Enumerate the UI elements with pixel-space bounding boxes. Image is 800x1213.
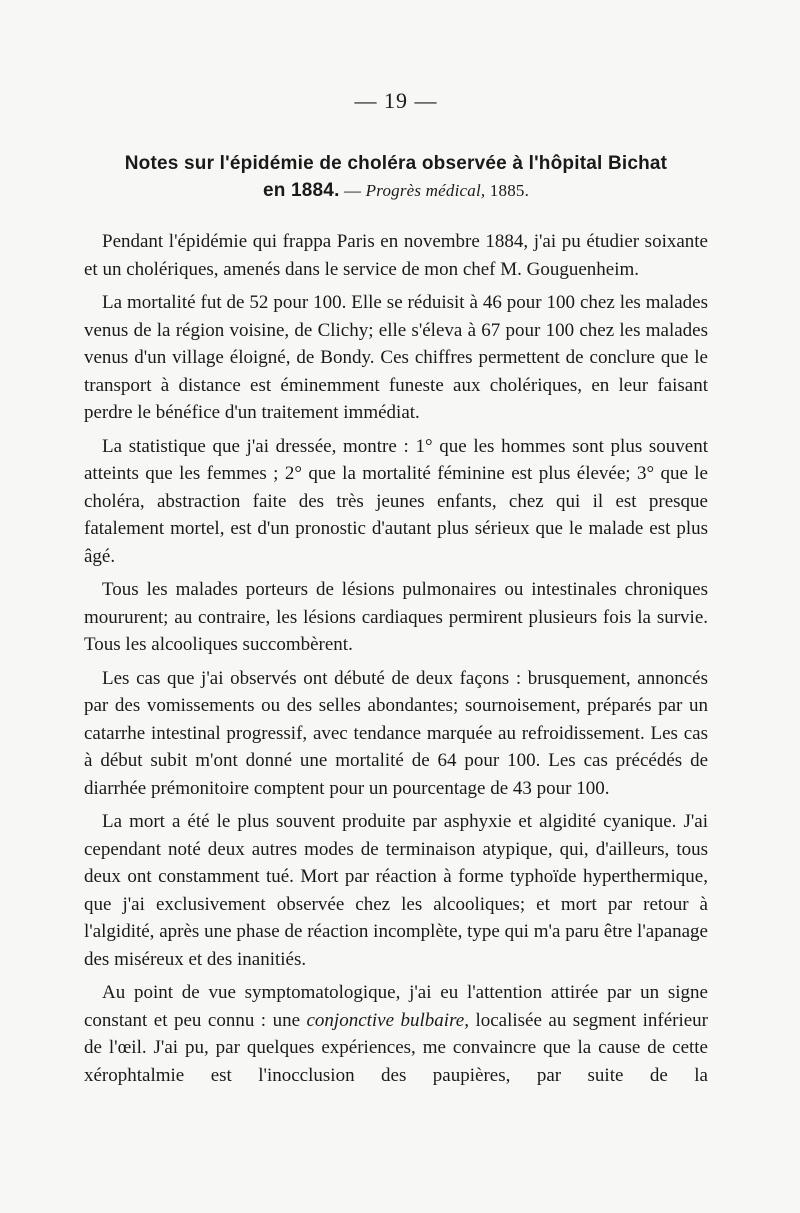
source-year: 1885. [485,181,530,200]
page-number: — 19 — [354,88,438,113]
paragraph-5: Les cas que j'ai observés ont débuté de deux façons : brusquement, annoncés par des vomissements ou des selles abondantes; sournoisement, préparés par un catarrhe intestinal progressif, avec tendance marquée au refroidissement. Les cas à début subit m'ont donné une mortalité de 64 pour 100. Les cas précédés de diarrhée prémonitoire comptent pour un pourcentage de 43 pour 100. [84,667,708,799]
paragraph-6: La mort a été le plus souvent produite par asphyxie et algidité cyanique. J'ai cependant noté deux autres modes de terminaison atypique, qui, d'ailleurs, tous deux ont constamment tué. Mort par réaction à forme typhoïde hyperthermique, que j'ai exclusivement observée chez les alcooliques; et mort par retour à l'algidité, après une phase de réaction incomplète, type qui m'a paru être l'apanage des miséreux et des inanitiés. [84,811,708,970]
paragraph-7-end: localisée au segment inférieur de l'œil. J'ai pu, par quelques expériences, me convaincre que la cause de cette xérophtalmie est l'inocclusion des paupières, par suite de la [84,1009,709,1086]
paragraph-1: Pendant l'épidémie qui frappa Paris en novembre 1884, j'ai pu étudier soixante et un cholériques, amenés dans le service de mon chef M. Gouguenheim. [84,231,708,280]
title-line-2 [84,177,708,204]
paragraph-7 [84,979,708,1089]
title-line-1: Notes sur l'épidémie de choléra observée à l'hôpital Bichat [124,153,668,174]
paragraph-4: Tous les malades porteurs de lésions pulmonaires ou intestinales chroniques moururent; au contraire, les lésions cardiaques permirent plusieurs fois la survie. Tous les alcooliques succombèrent. [84,579,708,655]
paragraph-7-start: Au point de vue symptomatologique, j'ai eu l'attention attirée par un signe constant et peu connu : une [84,982,708,1031]
paragraph-2: La mortalité fut de 52 pour 100. Elle se réduisit à 46 pour 100 chez les malades venus de la région voisine, de Clichy; elle s'éleva à 67 pour 100 chez les malades venus d'un village éloigné, de Bondy. Ces chiffres permettent de conclure que le transport à distance est éminemment funeste aux cholériques, en leur faisant perdre le bénéfice d'un traitement immédiat. [84,292,708,423]
title-year-prefix: en 1884. [262,180,340,201]
emphasis-term: conjonctive bulbaire, [306,1009,469,1031]
article-body [84,228,708,1089]
article-title [84,150,708,204]
paragraph-3: La statistique que j'ai dressée, montre : 1° que les hommes sont plus souvent atteints que les femmes ; 2° que la mortalité féminine est plus élevée; 3° que le choléra, abstraction faite des très jeunes enfants, chez qui il est presque fatalement mortel, est d'un pronostic d'autant plus sérieux que le malade est plus âgé. [84,435,708,567]
title-dash: — [339,181,366,200]
source-journal: Progrès médical, [365,181,486,200]
